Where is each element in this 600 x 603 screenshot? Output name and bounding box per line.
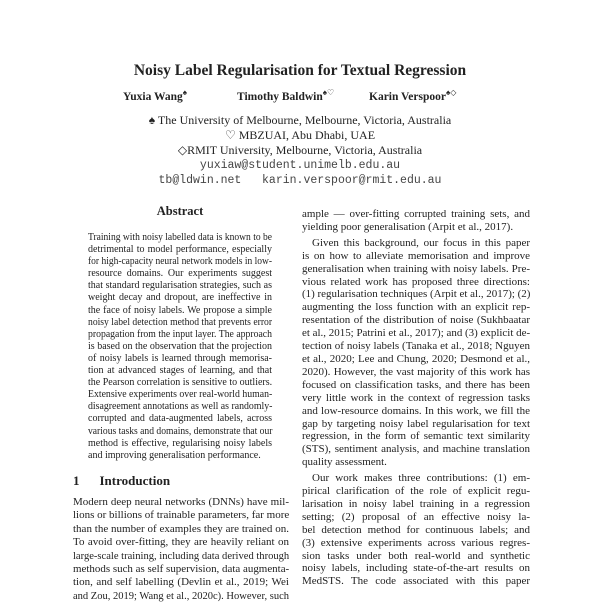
text-line: the Pearson correlation is sensitive to outliers. (88, 377, 273, 389)
intro-body (73, 496, 289, 603)
affiliation-marks: ♠◇ (446, 88, 457, 97)
email-line: yuxiaw@student.unimelb.edu.au (199, 159, 401, 172)
text-line: yielding poor generalisation (Arpit et al., 2017). (302, 220, 514, 233)
text-line: large-scale training, including data derived through (73, 549, 290, 562)
text-line: et al., 2015; Patrini et al., 2017); and (3) explicit de- (302, 327, 531, 340)
text-line: disagreement annotations as well as randomly- (88, 401, 273, 413)
text-line: is based on the observation that the projection (88, 340, 272, 352)
text-line: et al., 2020; Lee and Chung, 2020; Desmond et al., (302, 352, 530, 365)
author-name: Yuxia Wang (123, 90, 183, 103)
text-line: Extensive experiments over real-world human- (88, 389, 273, 401)
text-line: setting; (2) proposal of an effective noisy la- (302, 510, 530, 523)
affiliation: ♡ MBZUAI, Abu Dhabi, UAE (224, 128, 376, 142)
section-heading (73, 473, 190, 489)
text-line: (1) regularisation techniques (Arpit et al., 2017); (2) (302, 288, 531, 301)
text-line: tection of noisy labels (Tanaka et al., 2018; Nguyen (302, 340, 530, 353)
text-line: sion tasks under both real-world and synthetic (302, 549, 530, 562)
text-line: pirical clarification of the role of explicit regu- (302, 485, 530, 498)
text-line: quality assessment. (302, 456, 387, 469)
text-line: and improving generalisation performance. (88, 449, 261, 461)
author-list (0, 88, 600, 104)
text-line: the face of noisy labels. We propose a simple (88, 304, 272, 316)
paragraph (302, 472, 530, 588)
text-line: for high-capacity neural network models in low- (88, 256, 272, 268)
text-line: resource domains. Our experiments suggest (88, 268, 272, 280)
affiliation-marks: ♠♡ (322, 88, 335, 97)
text-line: various tasks and domains, demonstrate that our (88, 425, 273, 437)
text-line: larisation in noisy label training in a regression (302, 497, 530, 510)
text-line: detrimental to model performance, especially (88, 244, 272, 256)
abstract-heading: Abstract (156, 204, 204, 218)
author-name: Timothy Baldwin (237, 90, 323, 103)
text-line: 2020). However, the vast majority of this work has (302, 365, 530, 378)
email-line: tb@ldwin.net karin.verspoor@rmit.edu.au (158, 173, 442, 187)
abstract-body (88, 232, 272, 462)
text-line: noisy labels, including state-of-the-art results on (302, 562, 530, 575)
text-line: and Zou, 2019; Wang et al., 2020c). However, such (73, 589, 290, 602)
text-line: of noisy labels is learned through memorisa- (88, 352, 272, 364)
text-line: MedSTS. The code associated with this paper (302, 575, 530, 588)
affiliation-marks: ♠ (182, 88, 188, 97)
text-line: propagation from the input layer. The approach (88, 328, 272, 340)
text-line: is on how to alleviate memorisation and improve (302, 249, 530, 262)
text-line: very little work in the context of regression tasks (302, 391, 530, 404)
author (237, 88, 334, 103)
text-line: ample — over-fitting corrupted training sets, and (302, 208, 530, 220)
text-line: To avoid over-fitting, they are heavily reliant on (73, 536, 289, 549)
author (123, 88, 187, 103)
text-line: bel detection method for continuous labels; and (302, 523, 530, 536)
text-line: and low-resource domains. In this work, we fill the (302, 404, 530, 417)
text-line: regression, in the form of semantic text similarity (302, 430, 530, 443)
text-line: weight decay and dropout, are ineffective in (88, 292, 272, 304)
affiliations (0, 113, 600, 158)
text-line: (STS), sentiment analysis, and machine translation (302, 443, 530, 456)
text-line: Modern deep neural networks (DNNs) have mil- (73, 496, 289, 508)
author-name: Karin Verspoor (369, 90, 446, 103)
text-line: generalisation when training with noisy labels. Pre- (302, 262, 530, 275)
emails (0, 159, 600, 188)
text-line: method is effective, regularising noisy labels (88, 437, 272, 449)
text-line: tion, and self labelling (Devlin et al., 2019; Wei (73, 576, 289, 589)
text-line: tion at advanced stages of learning, and that (88, 365, 272, 377)
text-line: focused on classification tasks, and there has been (302, 378, 530, 391)
paragraph (302, 208, 530, 234)
text-line: methods such as self supervision, data augmenta- (73, 563, 290, 576)
text-line: (3) extensive experiments across various regres- (302, 536, 530, 549)
text-line: than the number of examples they are trained on. (73, 522, 289, 535)
text-line: lions or billions of trainable parameters, far more (73, 509, 290, 522)
affiliation: ◇RMIT University, Melbourne, Victoria, Australia (177, 143, 423, 157)
text-line: corrupted and data-augmented labels, across (88, 413, 272, 425)
section-number: 1 (73, 473, 80, 488)
text-line: Training with noisy labelled data is known to be (88, 232, 272, 243)
text-line: gap by targeting noisy label regularisation for text (302, 417, 530, 430)
paragraph (302, 237, 530, 469)
text-line: that standard regularisation strategies, such as (88, 280, 272, 292)
text-line: Given this background, our focus in this paper (312, 236, 530, 249)
section-title: Introduction (99, 473, 171, 488)
text-line: noisy label detection method that prevents error (88, 316, 273, 328)
right-column (302, 208, 530, 588)
affiliation: ♠ The University of Melbourne, Melbourne, Victoria, Australia (148, 113, 452, 127)
text-line: resentation of the distribution of noise (Sukhbaatar (302, 314, 530, 327)
text-line: Our work makes three contributions: (1) em- (312, 472, 530, 485)
author (369, 88, 456, 103)
paper-title: Noisy Label Regularisation for Textual Regression (133, 62, 467, 79)
text-line: augmenting the loss function with an explicit rep- (302, 301, 530, 314)
text-line: vious related work has proposed three directions: (302, 275, 530, 288)
